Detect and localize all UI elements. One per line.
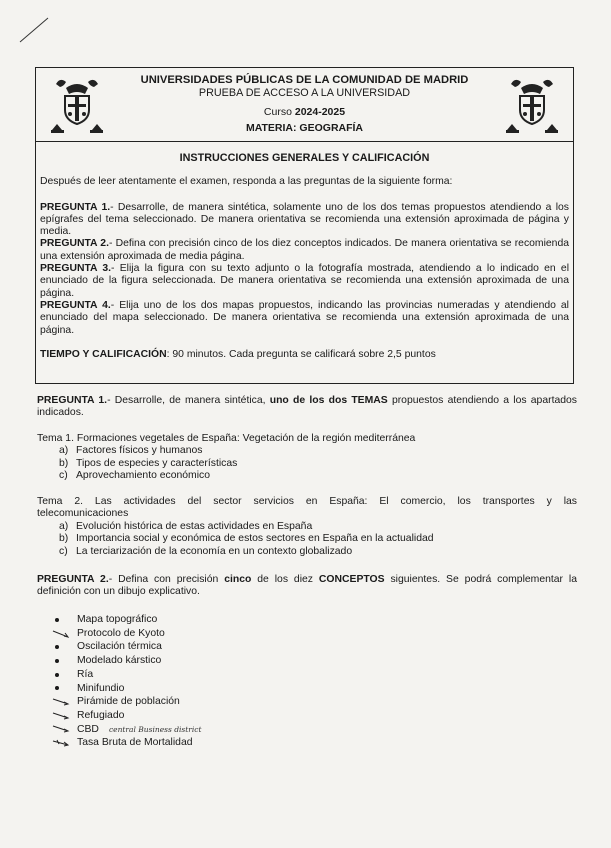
list-item: c) Aprovechamiento económico	[59, 470, 210, 482]
bullet-icon	[55, 618, 59, 622]
instruction-item: PREGUNTA 4.- Elija uno de los dos mapas propuestos, indicando las provincias numeradas y atendiendo al enunciado del mapa seleccionado. De manera orientativa se recomienda una extensión aproximada de una página.	[40, 299, 569, 336]
list-item: CBD central Business district	[52, 723, 201, 737]
bullet-icon	[55, 659, 59, 663]
list-item: Mapa topográfico	[52, 613, 201, 627]
instruction-item: PREGUNTA 1.- Desarrolle, de manera sintética, solamente uno de los dos temas propuestos atendiendo a los epígrafes del tema seleccionado. De manera orientativa se recomienda una extensión aproximada de página y media.	[40, 201, 569, 238]
handwritten-arrow-icon	[52, 698, 70, 706]
handwritten-arrow-icon	[52, 739, 70, 747]
list-item: Tasa Bruta de Mortalidad	[52, 736, 201, 750]
handwritten-note: central Business district	[108, 724, 202, 734]
subject: MATERIA: GEOGRAFÍA	[245, 122, 364, 134]
tema1	[37, 433, 577, 483]
list-item: Oscilación térmica	[52, 640, 201, 654]
list-item: Refugiado	[52, 709, 201, 723]
pregunta1-statement: PREGUNTA 1.- Desarrolle, de manera sintética, uno de los dos TEMAS propuestos atendiendo a los apartados indicados.	[37, 395, 577, 419]
tema1-title: Tema 1. Formaciones vegetales de España: Vegetación de la región mediterránea	[37, 433, 416, 444]
instructions-intro: Después de leer atentamente el examen, responda a las preguntas de la siguiente forma:	[40, 176, 453, 188]
list-item: a) Factores físicos y humanos	[59, 445, 203, 457]
list-item: b) Importancia social y económica de estos sectores en España en la actualidad	[59, 533, 434, 545]
pregunta2-statement: PREGUNTA 2.- Defina con precisión cinco de los diez CONCEPTOS siguientes. Se podrá complementar la definición con un dibujo explicativo.	[37, 574, 578, 598]
tema2	[37, 496, 577, 558]
bullet-icon	[55, 673, 59, 677]
university-crest-icon	[48, 74, 106, 136]
instruction-item: PREGUNTA 3.- Elija la figura con su texto adjunto o la fotografía mostrada, atendiendo a lo indicado en el enunciado de la figura seleccionada. De manera orientativa se recomienda una extensión aproximada de una página.	[40, 263, 570, 299]
handwritten-arrow-icon	[52, 725, 70, 733]
list-item: c) La terciarización de la economía en un contexto globalizado	[59, 545, 353, 557]
instruction-item: PREGUNTA 2.- Defina con precisión cinco de los diez conceptos indicados. De manera orientativa se recomienda una extensión aproximada de media página.	[40, 238, 569, 262]
pen-stroke-mark	[18, 14, 58, 44]
tema2-title: Tema 2. Las actividades del sector servicios en España: El comercio, los transportes y las telecomunicaciones	[37, 496, 577, 520]
course-year: Curso 2024-2025	[263, 106, 346, 118]
list-item: Ría	[52, 668, 201, 682]
university-name: UNIVERSIDADES PÚBLICAS DE LA COMUNIDAD DE MADRID	[140, 74, 469, 86]
exam-name: PRUEBA DE ACCESO A LA UNIVERSIDAD	[198, 87, 411, 99]
handwritten-arrow-icon	[52, 712, 70, 720]
instructions-box	[35, 141, 574, 384]
concepts-list	[52, 613, 201, 750]
exam-header	[35, 67, 574, 142]
university-crest-icon	[503, 74, 561, 136]
bullet-icon	[55, 645, 59, 649]
instructions-title: INSTRUCCIONES GENERALES Y CALIFICACIÓN	[179, 152, 430, 164]
list-item: Minifundio	[52, 682, 201, 696]
time-and-grading: TIEMPO Y CALIFICACIÓN: 90 minutos. Cada pregunta se calificará sobre 2,5 puntos	[40, 348, 436, 360]
handwritten-arrow-icon	[52, 630, 70, 638]
bullet-icon	[55, 686, 59, 690]
list-item: b) Tipos de especies y características	[59, 457, 238, 469]
list-item: Pirámide de población	[52, 695, 201, 709]
list-item: Modelado kárstico	[52, 654, 201, 668]
list-item: a) Evolución histórica de estas actividades en España	[59, 520, 313, 532]
list-item: Protocolo de Kyoto	[52, 627, 201, 641]
